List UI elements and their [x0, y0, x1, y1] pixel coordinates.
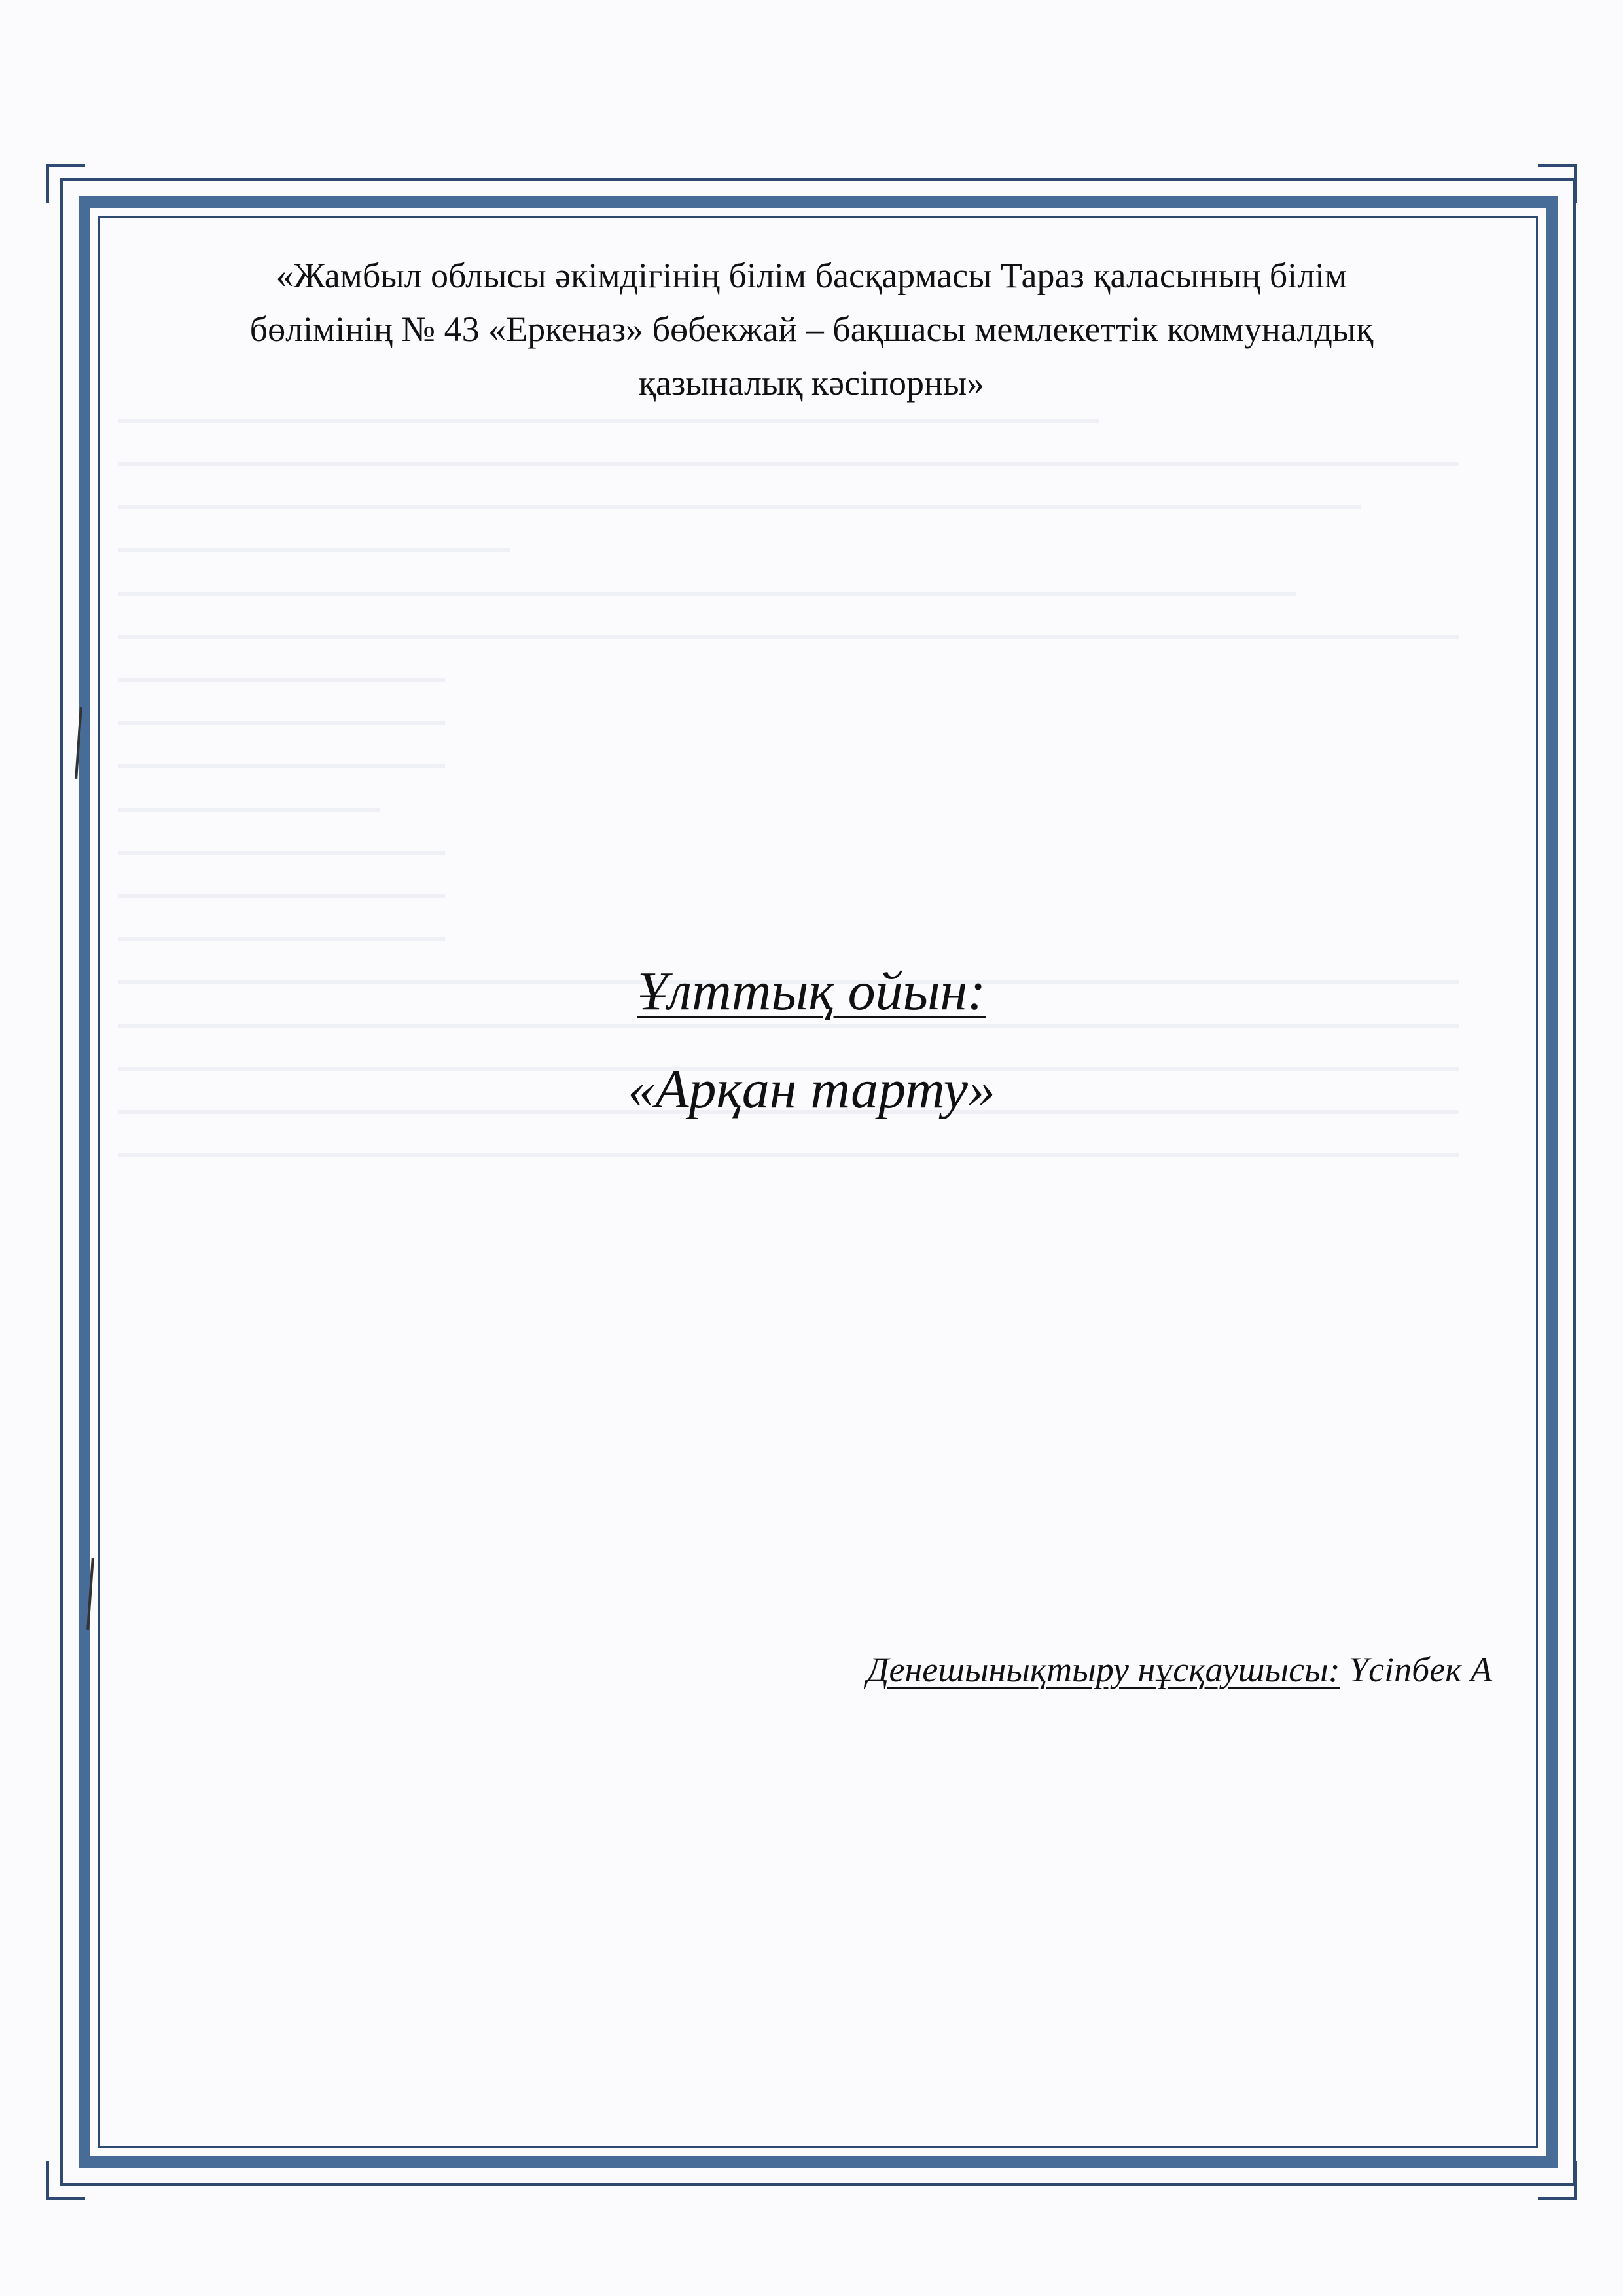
frame-corner-top-left [46, 164, 85, 203]
instructor-role: Денешынықтыру нұсқаушысы: [866, 1650, 1340, 1689]
frame-corner-bottom-left [46, 2161, 85, 2200]
header-line-1: «Жамбыл облысы әкімдігінің білім басқармасы Тараз қаласының білім [276, 256, 1347, 295]
title-line-1: Ұлттық ойын: [637, 961, 986, 1022]
header-line-3: қазыналық кәсіпорны» [638, 363, 985, 403]
institution-header [131, 249, 1492, 410]
bleed-through-texture [118, 236, 1492, 2068]
instructor-name: Үсiпбек А [1349, 1650, 1492, 1689]
header-line-2: бөлімінің № 43 «Еркеназ» бөбекжай – бақшасы мемлекеттік коммуналдық [249, 310, 1374, 349]
title-line-2: «Арқан тарту» [628, 1059, 995, 1120]
document-title [131, 942, 1492, 1139]
frame-corner-top-right [1538, 164, 1577, 203]
instructor-line [314, 1649, 1492, 1690]
frame-corner-bottom-right [1538, 2161, 1577, 2200]
